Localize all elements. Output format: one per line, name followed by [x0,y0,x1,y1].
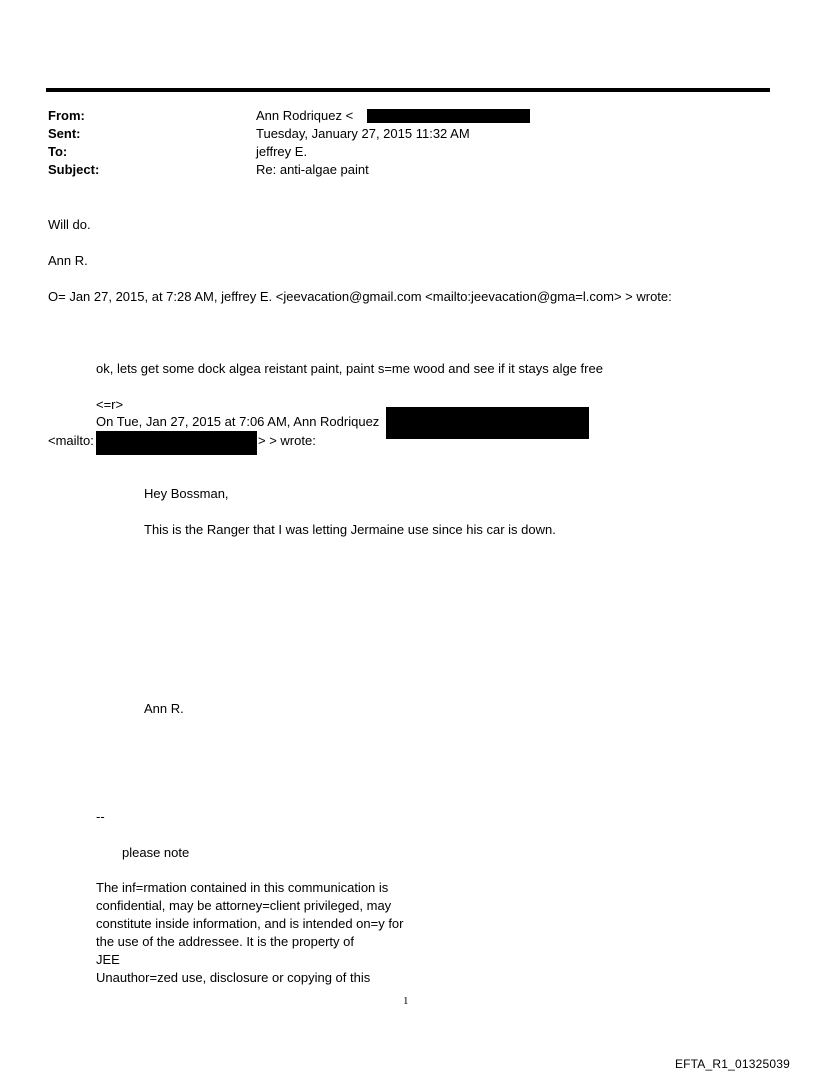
quoted-signature-1: <=r> [96,397,124,412]
quoted-message-2: This is the Ranger that I was letting Jermaine use since his car is down. [144,522,556,537]
from-value: Ann Rodriquez < [256,108,354,123]
sent-label: Sent: [48,126,81,141]
redaction-quote2-email [386,407,589,439]
quote2-wrote: > > wrote: [258,433,316,448]
quoted-message-1: ok, lets get some dock algea reistant paint, paint s=me wood and see if it stays alge free [96,361,603,376]
reply-text: Will do. [48,217,91,232]
quoted-signature-2: Ann R. [144,701,184,716]
page-number: 1 [403,995,409,1007]
quote2-intro: On Tue, Jan 27, 2015 at 7:06 AM, Ann Rodriquez [96,414,380,429]
disclaimer-line: The inf=rmation contained in this communication is [96,880,389,895]
to-label: To: [48,144,68,159]
signature-dashes: -- [96,809,105,824]
please-note: please note [122,845,190,860]
to-value: jeffrey E. [256,144,308,159]
document-id: EFTA_R1_01325039 [674,1057,790,1071]
quote2-mailto: <mailto: [48,433,94,448]
subject-value: Re: anti-algae paint [256,162,369,177]
disclaimer-line: the use of the addressee. It is the property of [96,934,354,949]
redaction-quote2-mailto [96,431,257,455]
redaction-from-email [367,109,530,123]
disclaimer-line: Unauthor=zed use, disclosure or copying of this [96,970,371,985]
sent-value: Tuesday, January 27, 2015 11:32 AM [256,126,470,141]
disclaimer-line: JEE [96,952,120,967]
greeting: Hey Bossman, [144,486,229,501]
header-rule [46,88,770,92]
disclaimer-line: constitute inside information, and is intended on=y for [96,916,404,931]
quote-intro: O= Jan 27, 2015, at 7:28 AM, jeffrey E. <jeevacation@gmail.com <mailto:jeevacation@gma=l.com> > wrote: [48,289,672,304]
disclaimer-line: confidential, may be attorney=client privileged, may [96,898,392,913]
reply-signature: Ann R. [48,253,88,268]
subject-label: Subject: [48,162,100,177]
from-label: From: [48,108,85,123]
